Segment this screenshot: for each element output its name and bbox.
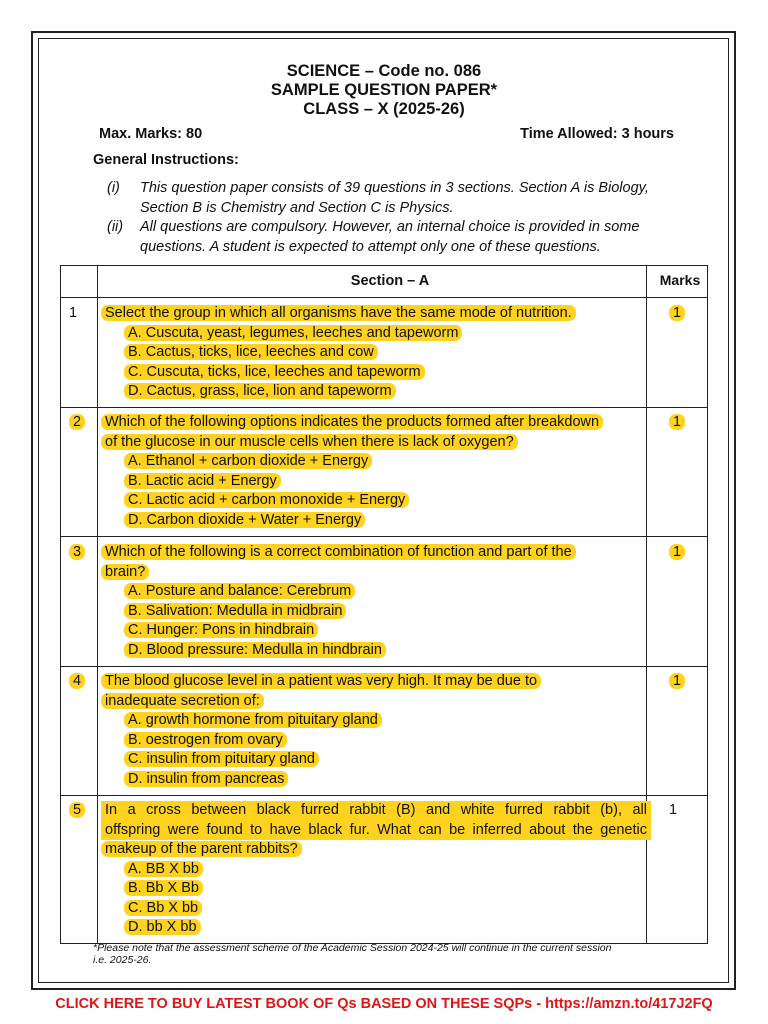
option-c: C. Hunger: Pons in hindbrain — [124, 622, 318, 638]
question-text-line: The blood glucose level in a patient was very high. It may be due to — [101, 673, 541, 689]
question-text-line: Which of the following is a correct combination of function and part of the — [101, 544, 576, 560]
question-number: 2 — [69, 414, 85, 430]
option-d: D. Carbon dioxide + Water + Energy — [124, 512, 365, 528]
question-number: 5 — [69, 802, 85, 818]
instruction-text — [140, 218, 690, 257]
question-text-line: inadequate secretion of: — [101, 693, 264, 709]
option-b: B. Cactus, ticks, lice, leeches and cow — [124, 344, 378, 360]
option-a: A. BB X bb — [124, 861, 203, 877]
instruction-line: All questions are compulsory. However, an internal choice is provided in some — [140, 219, 640, 235]
option-d: D. Blood pressure: Medulla in hindbrain — [124, 642, 386, 658]
option-d: D. Cactus, grass, lice, lion and tapeworm — [124, 383, 396, 399]
instruction-line: Section B is Chemistry and Section C is Physics. — [140, 199, 454, 216]
time-allowed: Time Allowed: 3 hours — [520, 126, 674, 142]
question-text-line: makeup of the parent rabbits? — [101, 841, 302, 857]
question-marks: 1 — [669, 414, 685, 430]
question-item — [101, 672, 651, 789]
marks-column-heading: Marks — [659, 272, 701, 288]
option-c: C. Lactic acid + carbon monoxide + Energy — [124, 492, 409, 508]
question-number: 3 — [69, 544, 85, 560]
marks-time-row — [99, 126, 674, 142]
option-a: A. Ethanol + carbon dioxide + Energy — [124, 453, 372, 469]
table-divider — [61, 666, 707, 667]
table-divider — [97, 266, 98, 943]
option-b: B. Bb X Bb — [124, 880, 203, 896]
question-marks: 1 — [669, 802, 678, 818]
table-divider — [61, 536, 707, 537]
option-a: A. growth hormone from pituitary gland — [124, 712, 382, 728]
question-marks: 1 — [669, 673, 685, 689]
question-item — [101, 543, 651, 660]
buy-book-link[interactable]: CLICK HERE TO BUY LATEST BOOK OF Qs BASED ON THESE SQPs - https://amzn.to/417J2FQ — [55, 996, 713, 1012]
option-c: C. insulin from pituitary gland — [124, 751, 319, 767]
instruction-text — [140, 179, 690, 218]
general-instructions-heading: General Instructions: — [93, 152, 239, 168]
question-text-line: brain? — [101, 564, 149, 580]
instruction-number: (i) — [107, 180, 120, 196]
footnote — [93, 942, 693, 966]
option-c: C. Cuscuta, ticks, lice, leeches and tapeworm — [124, 364, 425, 380]
question-item — [101, 801, 651, 938]
question-marks: 1 — [669, 305, 685, 321]
table-divider — [61, 407, 707, 408]
option-b: B. Lactic acid + Energy — [124, 473, 281, 489]
max-marks: Max. Marks: 80 — [99, 126, 203, 142]
question-text-line: In a cross between black furred rabbit (B) and white furred rabbit (b), all — [101, 801, 651, 821]
question-number: 1 — [69, 305, 78, 321]
paper-type-title: SAMPLE QUESTION PAPER* — [270, 81, 498, 99]
question-text-line: offspring were found to have black fur. What can be inferred about the genetic — [101, 821, 651, 841]
option-a: A. Cuscuta, yeast, legumes, leeches and tapeworm — [124, 325, 462, 341]
question-item — [101, 304, 651, 402]
question-text-line: of the glucose in our muscle cells when there is lack of oxygen? — [101, 434, 518, 450]
question-text-line: Which of the following options indicates the products formed after breakdown — [101, 414, 603, 430]
option-d: D. bb X bb — [124, 919, 201, 935]
question-marks: 1 — [669, 544, 685, 560]
question-item — [101, 413, 651, 530]
option-b: B. Salivation: Medulla in midbrain — [124, 603, 346, 619]
instruction-number: (ii) — [107, 219, 124, 235]
paper-subject-title: SCIENCE – Code no. 086 — [286, 62, 482, 80]
option-a: A. Posture and balance: Cerebrum — [124, 583, 355, 599]
question-number: 4 — [69, 673, 85, 689]
paper-class-title: CLASS – X (2025-26) — [303, 100, 465, 118]
table-divider — [61, 297, 707, 298]
footnote-line: i.e. 2025-26. — [93, 954, 152, 966]
option-b: B. oestrogen from ovary — [124, 732, 287, 748]
footnote-line: *Please note that the assessment scheme of the Academic Session 2024-25 will continue in the current session — [93, 942, 612, 954]
question-table — [60, 265, 708, 944]
instruction-line: This question paper consists of 39 questions in 3 sections. Section A is Biology, — [140, 180, 649, 196]
question-text-line: Select the group in which all organisms have the same mode of nutrition. — [101, 305, 576, 321]
table-divider — [61, 795, 707, 796]
option-d: D. insulin from pancreas — [124, 771, 288, 787]
option-c: C. Bb X bb — [124, 900, 202, 916]
instruction-line: questions. A student is expected to attempt only one of these questions. — [140, 238, 601, 255]
section-heading: Section – A — [350, 273, 430, 289]
